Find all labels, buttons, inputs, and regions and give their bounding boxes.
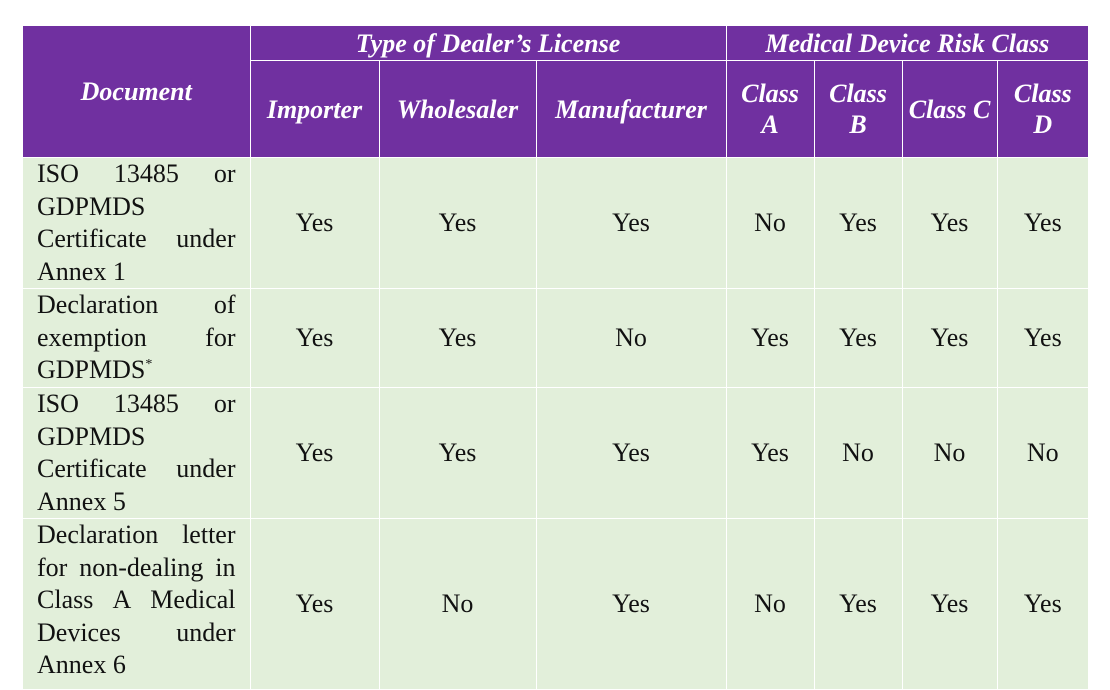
- row-document-text: Declaration letter for non-dealing in Class A Medical Devices under Annex 6: [37, 520, 236, 679]
- table-row: [23, 289, 1088, 388]
- cell-class-b: No: [814, 388, 902, 519]
- cell-wholesaler: Yes: [379, 388, 536, 519]
- cell-class-d: Yes: [997, 289, 1088, 388]
- cell-class-c: Yes: [902, 519, 997, 690]
- row-document-cell: [23, 519, 250, 690]
- cell-class-c: Yes: [902, 158, 997, 289]
- cell-importer: Yes: [250, 519, 379, 690]
- requirements-table-container: [23, 26, 1088, 690]
- cell-class-b: Yes: [814, 519, 902, 690]
- table-row: [23, 519, 1088, 690]
- header-class-b: Class B: [814, 61, 902, 158]
- header-manufacturer: Manufacturer: [536, 61, 726, 158]
- row-document-text: ISO 13485 or GDPMDS Certificate under Annex 5: [37, 389, 236, 516]
- cell-importer: Yes: [250, 289, 379, 388]
- cell-manufacturer: Yes: [536, 158, 726, 289]
- row-document-cell: [23, 158, 250, 289]
- cell-class-d: Yes: [997, 519, 1088, 690]
- header-document: Document: [23, 26, 250, 158]
- cell-manufacturer: No: [536, 289, 726, 388]
- header-risk-class-group: Medical Device Risk Class: [726, 26, 1088, 61]
- cell-class-a: No: [726, 158, 814, 289]
- cell-class-d: No: [997, 388, 1088, 519]
- cell-class-d: Yes: [997, 158, 1088, 289]
- header-class-a: Class A: [726, 61, 814, 158]
- cell-class-b: Yes: [814, 158, 902, 289]
- cell-importer: Yes: [250, 158, 379, 289]
- header-dealer-license-group: Type of Dealer’s License: [250, 26, 726, 61]
- header-importer: Importer: [250, 61, 379, 158]
- header-class-c: Class C: [902, 61, 997, 158]
- header-row-groups: [23, 26, 1088, 61]
- row-document-footnote-mark: *: [145, 357, 153, 372]
- row-document-cell: [23, 388, 250, 519]
- table-row: [23, 388, 1088, 519]
- cell-class-b: Yes: [814, 289, 902, 388]
- cell-wholesaler: Yes: [379, 289, 536, 388]
- row-document-text: ISO 13485 or GDPMDS Certificate under Annex 1: [37, 159, 236, 286]
- cell-importer: Yes: [250, 388, 379, 519]
- cell-manufacturer: Yes: [536, 388, 726, 519]
- row-document-text: Declaration of exemption for GDPMDS: [37, 290, 236, 384]
- cell-wholesaler: No: [379, 519, 536, 690]
- cell-manufacturer: Yes: [536, 519, 726, 690]
- row-document-cell: [23, 289, 250, 388]
- requirements-table: [23, 26, 1088, 690]
- cell-class-a: Yes: [726, 388, 814, 519]
- table-row: [23, 158, 1088, 289]
- cell-class-c: No: [902, 388, 997, 519]
- header-wholesaler: Wholesaler: [379, 61, 536, 158]
- cell-class-c: Yes: [902, 289, 997, 388]
- header-class-d: Class D: [997, 61, 1088, 158]
- cell-class-a: No: [726, 519, 814, 690]
- cell-wholesaler: Yes: [379, 158, 536, 289]
- cell-class-a: Yes: [726, 289, 814, 388]
